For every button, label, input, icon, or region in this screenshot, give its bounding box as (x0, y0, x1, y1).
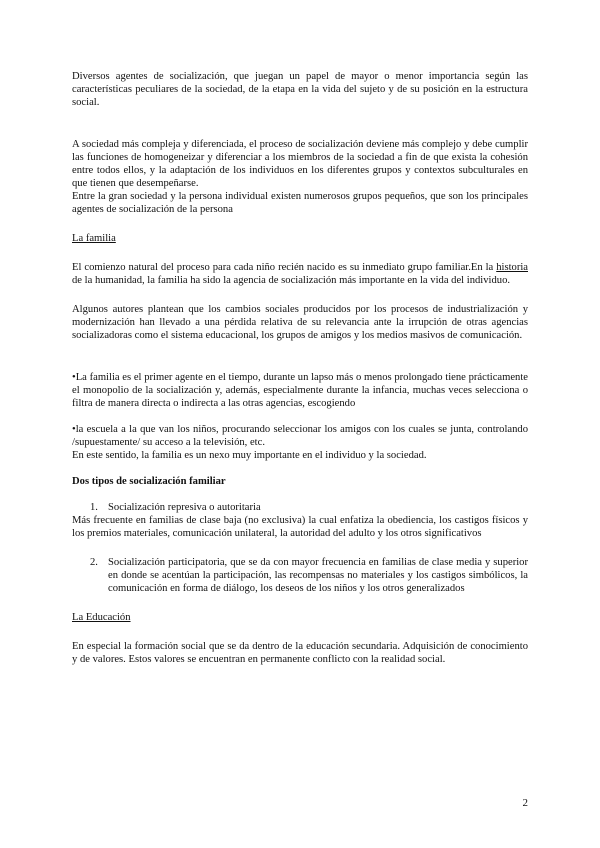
paragraph-familia-origin-start: El comienzo natural del proceso para cada niño recién nacido es su inmediato grupo familiar.En la (72, 262, 497, 273)
heading-familia: La familia (72, 233, 116, 244)
socialization-types-list-2 (72, 556, 528, 595)
heading-educacion: La Educación (72, 612, 131, 623)
list-number: 1. (90, 502, 98, 513)
paragraph-nexus: En este sentido, la familia es un nexo muy importante en el individuo y la sociedad. (72, 450, 427, 461)
list-item-text: Socialización represiva o autoritaria (108, 502, 261, 513)
heading-dos-tipos: Dos tipos de socialización familiar (72, 476, 226, 487)
paragraph-authors: Algunos autores plantean que los cambios sociales producidos por los procesos de industrialización y modernización han llevado a una pérdida relativa de su relevancia ante la irrupción de otras agencias socializadoras como el sistema educacional, los grupos de amigos y los medios masivos de comunicación. (72, 304, 528, 341)
paragraph-intro: Diversos agentes de socialización, que juegan un papel de mayor o menor importancia según las características peculiares de la sociedad, de la etapa en la vida del sujeto y de su posición en la estructura social. (72, 71, 528, 108)
paragraph-small-groups: Entre la gran sociedad y la persona individual existen numerosos grupos pequeños, que son los principales agentes de socialización de la persona (72, 191, 528, 215)
socialization-types-list-1 (72, 501, 528, 514)
paragraph-bullet-first-agent: •La familia es el primer agente en el tiempo, durante un lapso más o menos prolongado tiene prácticamente el monopolio de la socialización y, además, especialmente durante la infancia, muchas veces selecciona o filtra de manera directa o indirecta a las otras agencias, escogiendo (72, 372, 528, 409)
historia-link[interactable]: historia (496, 262, 528, 273)
paragraph-educacion: En especial la formación social que se da dentro de la educación secundaria. Adquisición de conocimiento y de valores. Estos valores se encuentran en permanente conflicto con la realidad social. (72, 641, 528, 665)
list-item-text: Socialización participatoria, que se da con mayor frecuencia en familias de clase media y superior en donde se acentúan la participación, las recompensas no materiales y los castigos simbólicos, la comunicación en forma de diálogo, los deseos de los niños y los otros generalizados (108, 557, 528, 594)
list-number: 2. (90, 557, 98, 568)
page-number: 2 (522, 797, 528, 809)
paragraph-bullet-school: •la escuela a la que van los niños, procurando seleccionar los amigos con los cuales se junta, controlando /supuestamente/ su acceso a la televisión, etc. (72, 424, 528, 448)
paragraph-complex-society: A sociedad más compleja y diferenciada, el proceso de socialización deviene más complejo y debe cumplir las funciones de homogeneizar y diferenciar a los miembros de la sociedad a fin de que exista la cohesión entre todos ellos, y la adaptación de los individuos en los diferentes grupos y contextos subculturales en que tienen que desempeñarse. (72, 139, 528, 189)
paragraph-familia-origin-end: de la humanidad, la familia ha sido la agencia de socialización más importante en la vida del individuo. (72, 275, 511, 286)
list-item (72, 501, 528, 514)
paragraph-repressive: Más frecuente en familias de clase baja (no exclusiva) la cual enfatiza la obediencia, los castigos físicos y los premios materiales, comunicación unilateral, la autoridad del adulto y los otros significativos (72, 515, 528, 539)
document-page (72, 70, 528, 666)
paragraph-familia-origin (72, 261, 528, 287)
list-item (72, 556, 528, 595)
